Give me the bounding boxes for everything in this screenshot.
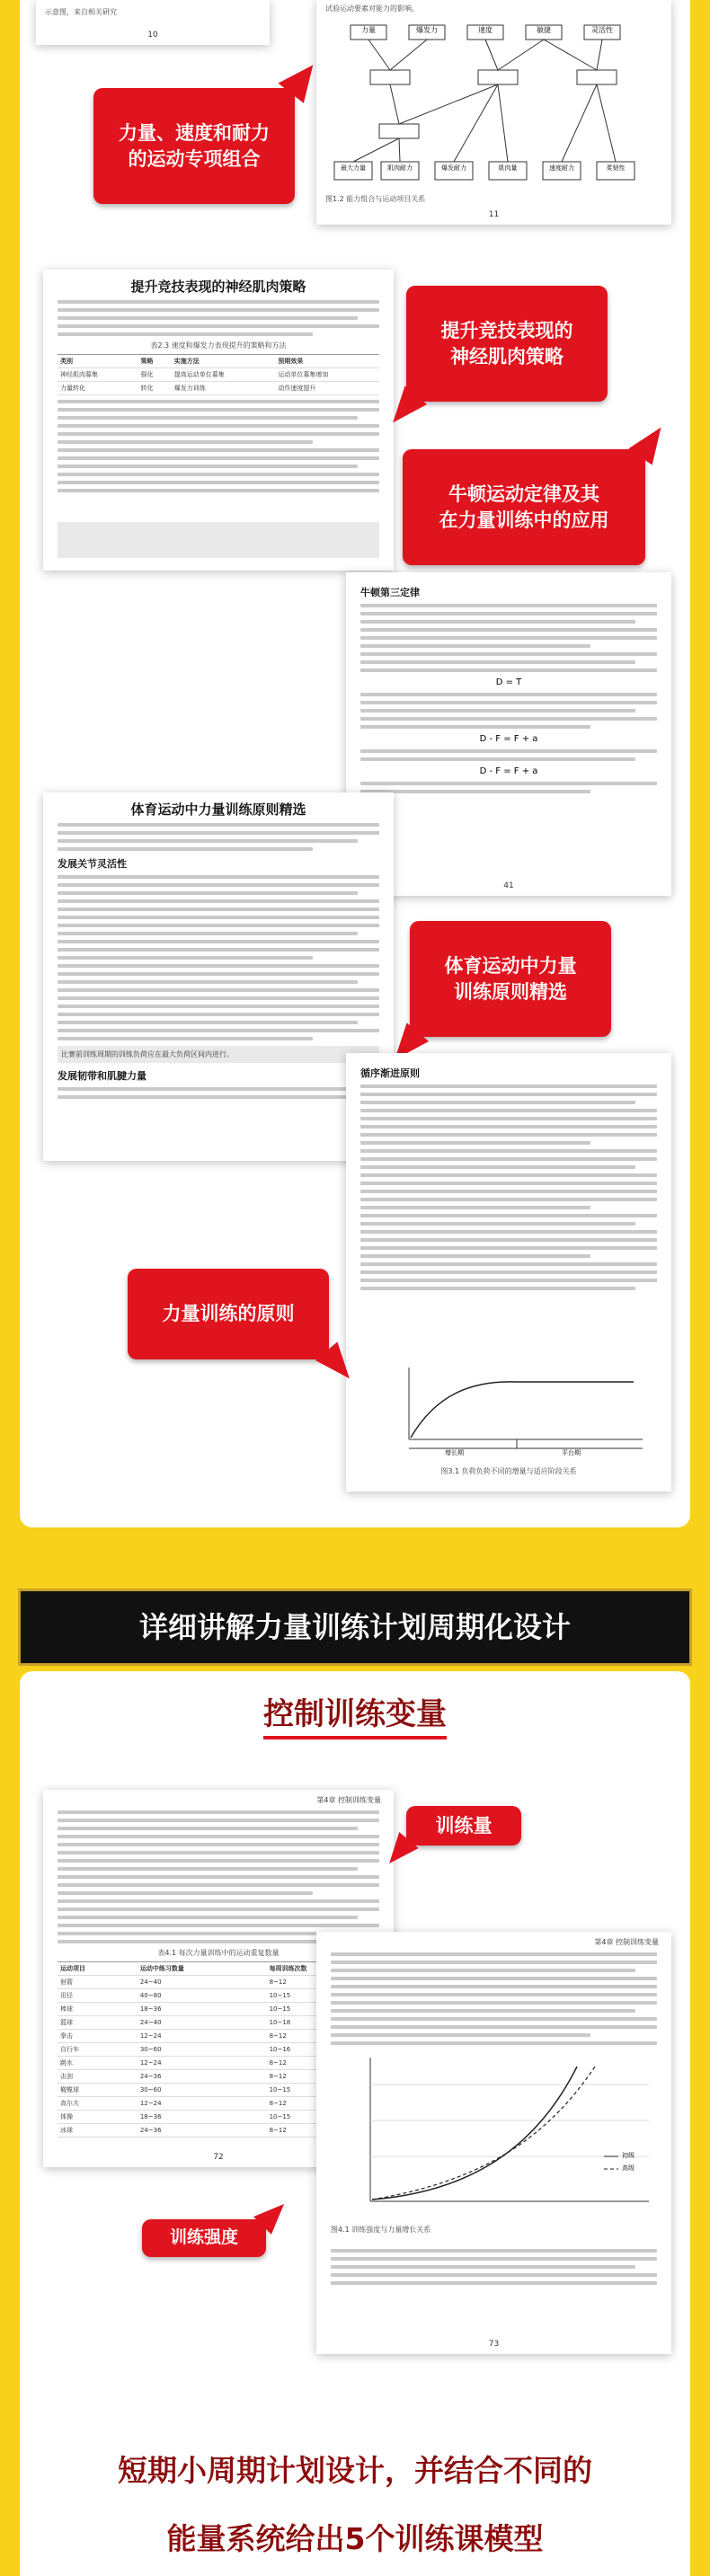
series-line xyxy=(372,2067,595,2200)
strategy-table xyxy=(58,354,379,395)
book-page-3 xyxy=(43,270,394,571)
book-page-1 xyxy=(36,0,270,45)
note-box: 比赛前训练周期的训练负荷应在最大负荷区间内进行。 xyxy=(58,1046,379,1063)
table-cell: 10~15 xyxy=(267,2111,379,2124)
callout-text: 牛顿运动定律及其 在力量训练中的应用 xyxy=(439,483,609,531)
formula: D - F = F + a xyxy=(479,766,538,776)
table-cell: 跳水 xyxy=(58,2057,138,2070)
table-cell: 10~15 xyxy=(267,1989,379,2003)
diagram-label: 肌肉耐力 xyxy=(387,164,413,172)
intensity-chart xyxy=(316,2049,671,2219)
adaptation-chart xyxy=(346,1359,671,1457)
table-cell: 12~24 xyxy=(138,2030,267,2043)
table-header: 每周训练次数 xyxy=(267,1962,379,1976)
callout-text: 力量训练的原则 xyxy=(162,1303,295,1325)
section-subtitle xyxy=(0,1689,710,1733)
table-cell: 8~12 xyxy=(267,2057,379,2070)
table-cell: 动作速度提升 xyxy=(275,382,379,395)
diagram-box xyxy=(379,124,419,138)
table-header: 策略 xyxy=(138,355,172,368)
page-title: 体育运动中力量训练原则精选 xyxy=(130,801,306,818)
table-header: 类别 xyxy=(58,355,138,368)
diagram-label: 敏捷 xyxy=(537,26,551,34)
page-number: 41 xyxy=(503,881,514,890)
table-cell: 24~40 xyxy=(138,1976,267,1989)
page-number: 10 xyxy=(147,31,158,40)
table-cell: 转化 xyxy=(138,382,172,395)
table-cell: 10~18 xyxy=(267,2016,379,2030)
legend-label: 高级 xyxy=(622,2164,635,2172)
table-cell: 24~40 xyxy=(138,2016,267,2030)
book-page-8 xyxy=(316,1932,671,2354)
page-title: 循序渐进原则 xyxy=(360,1067,420,1079)
callout-neuromuscular xyxy=(406,286,608,402)
table-cell: 18~36 xyxy=(138,2003,267,2016)
table-cell: 爆发力训练 xyxy=(172,382,276,395)
page-number: 73 xyxy=(488,2340,500,2349)
callout-sport-combination xyxy=(93,88,295,204)
callout-principles xyxy=(410,921,611,1037)
adaptation-curve xyxy=(411,1382,634,1438)
table-cell: 击剑 xyxy=(58,2070,138,2084)
diagram-box xyxy=(478,70,518,84)
table-header: 实施方法 xyxy=(172,355,276,368)
callout-text: 力量、速度和耐力 的运动专项组合 xyxy=(119,122,270,170)
chart-label: 平台期 xyxy=(562,1449,581,1456)
diagram-box xyxy=(577,70,617,84)
table-header: 预期效果 xyxy=(275,355,379,368)
section-heading: 发展关节灵活性 xyxy=(58,858,127,870)
table-cell: 力量转化 xyxy=(58,382,138,395)
table-cell: 12~24 xyxy=(138,2097,267,2111)
table-cell: 10~15 xyxy=(267,2003,379,2016)
section-heading: 发展韧带和肌腱力量 xyxy=(58,1070,146,1082)
diagram-label: 柔韧性 xyxy=(606,164,626,172)
figure-caption: 图1.2 能力组合与运动项目关系 xyxy=(325,195,426,203)
table-cell: 冰球 xyxy=(58,2124,138,2138)
table-cell: 8~12 xyxy=(267,2030,379,2043)
table-row xyxy=(58,382,379,395)
table-cell: 拳击 xyxy=(58,2030,138,2043)
table-cell: 8~12 xyxy=(267,2070,379,2084)
callout-intensity xyxy=(142,2219,266,2257)
diagram-label: 速度耐力 xyxy=(549,164,574,172)
section-subtitle-line1: 短期小周期计划设计，并结合不同的 xyxy=(118,2453,592,2488)
book-page-2 xyxy=(316,0,671,225)
page-title: 牛顿第三定律 xyxy=(360,587,420,598)
diagram-label: 力量 xyxy=(361,26,376,34)
table-cell: 24~36 xyxy=(138,2124,267,2138)
table-cell: 8~12 xyxy=(267,2124,379,2138)
table-cell: 12~24 xyxy=(138,2057,267,2070)
page-caption: 示意图，来自相关研究 xyxy=(45,8,117,16)
table-cell: 30~60 xyxy=(138,2084,267,2097)
page-number: 11 xyxy=(488,210,500,219)
book-page-6 xyxy=(346,1053,671,1492)
formula: D = T xyxy=(495,677,522,687)
note-box xyxy=(58,522,379,558)
callout-text: 提升竞技表现的 神经肌肉策略 xyxy=(440,320,573,367)
table-cell: 40~80 xyxy=(138,1989,267,2003)
table-cell: 10~15 xyxy=(267,2084,379,2097)
table-cell: 运动单位募集增加 xyxy=(275,368,379,382)
table-header: 运动项目 xyxy=(58,1962,138,1976)
table-caption: 表2.3 速度和爆发力表现提升的策略和方法 xyxy=(150,341,287,350)
diagram-label: 肌肉量 xyxy=(498,164,518,172)
table-cell: 棒球 xyxy=(58,2003,138,2016)
diagram-label: 速度 xyxy=(478,26,493,34)
table-cell: 自行车 xyxy=(58,2043,138,2057)
callout-newton xyxy=(403,449,645,565)
table-header: 运动中练习数量 xyxy=(138,1962,267,1976)
table-cell: 高尔夫 xyxy=(58,2097,138,2111)
legend-label: 初级 xyxy=(622,2152,635,2159)
formula: D - F = F + a xyxy=(479,734,538,744)
table-cell: 提高运动单位募集 xyxy=(172,368,276,382)
table-cell: 田径 xyxy=(58,1989,138,2003)
callout-text: 训练量 xyxy=(435,1815,493,1837)
table-row xyxy=(58,368,379,382)
book-page-5 xyxy=(43,792,394,1161)
chart-caption: 图4.1 训练强度与力量增长关系 xyxy=(331,2226,431,2234)
table-cell: 神经肌肉募集 xyxy=(58,368,138,382)
page-header: 第4章 控制训练变量 xyxy=(316,1796,381,1804)
book-page-4 xyxy=(346,572,671,896)
diagram-box xyxy=(370,70,410,84)
table-caption: 表4.1 每次力量训练中的运动重复数量 xyxy=(157,1949,280,1957)
page-title: 提升竞技表现的神经肌肉策略 xyxy=(130,279,306,295)
ability-diagram xyxy=(316,16,671,187)
chart-caption: 图3.1 负荷负荷不同的增量与适应阶段关系 xyxy=(440,1467,577,1475)
subtitle-text: 控制训练变量 xyxy=(263,1696,447,1739)
series-line xyxy=(372,2067,577,2200)
table-cell: 24~36 xyxy=(138,2070,267,2084)
table-cell: 射箭 xyxy=(58,1976,138,1989)
callout-strength-principles xyxy=(128,1269,329,1359)
table-cell: 8~12 xyxy=(267,1976,379,1989)
table-cell: 体操 xyxy=(58,2111,138,2124)
table-cell: 10~16 xyxy=(267,2043,379,2057)
diagram-label: 灵活性 xyxy=(591,26,613,34)
table-cell: 8~12 xyxy=(267,2097,379,2111)
callout-volume xyxy=(406,1806,521,1846)
callout-text: 体育运动中力量 训练原则精选 xyxy=(444,955,577,1003)
diagram-label: 爆发力 xyxy=(416,26,438,34)
section-subtitle-line2: 能量系统给出5个训练课模型 xyxy=(166,2521,544,2556)
page-intro: 试验运动要素对能力的影响。 xyxy=(325,4,419,13)
section-banner: 详细讲解力量训练计划周期化设计 xyxy=(18,1589,692,1666)
callout-text: 训练强度 xyxy=(169,2227,238,2247)
table-cell: 30~60 xyxy=(138,2043,267,2057)
table-cell: 橄榄球 xyxy=(58,2084,138,2097)
table-cell: 18~36 xyxy=(138,2111,267,2124)
diagram-label: 最大力量 xyxy=(341,164,366,172)
chart-label: 增长期 xyxy=(445,1449,464,1456)
page-number: 72 xyxy=(213,2153,224,2162)
page-header: 第4章 控制训练变量 xyxy=(594,1938,659,1946)
table-cell: 篮球 xyxy=(58,2016,138,2030)
table-cell: 强化 xyxy=(138,368,172,382)
diagram-label: 爆发耐力 xyxy=(441,164,466,172)
